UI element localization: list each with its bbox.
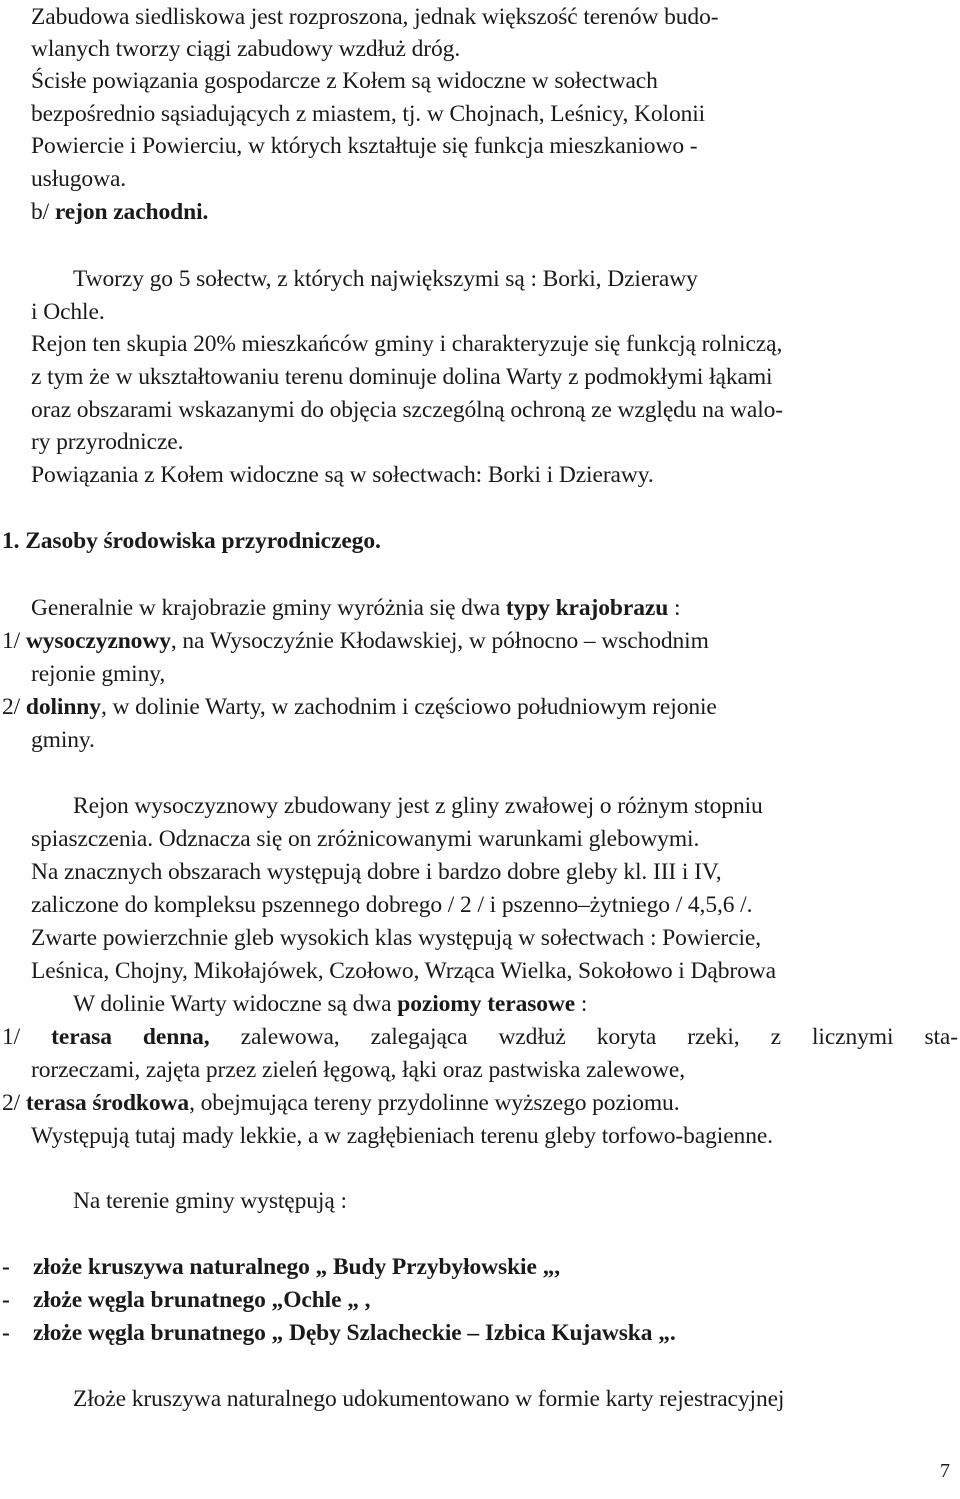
text-line: Tworzy go 5 sołectw, z których największymi są : Borki, Dzierawy	[73, 266, 698, 292]
list-text: złoże kruszywa naturalnego „ Budy Przybyłowskie „,	[33, 1254, 561, 1280]
list-number: 1/	[2, 1024, 21, 1050]
text-line: wlanych tworzy ciągi zabudowy wzdłuż dróg.	[31, 36, 461, 62]
list-text: złoże węgla brunatnego „Ochle „ ,	[33, 1287, 371, 1313]
text-span: W dolinie Warty widoczne są dwa	[73, 991, 398, 1017]
text-line: oraz obszarami wskazanymi do objęcia szczególną ochroną ze względu na walo-	[31, 397, 783, 423]
heading-prefix: b/	[31, 199, 55, 225]
section-heading	[31, 197, 208, 227]
text-line: Powiercie i Powierciu, w których kształtuje się funkcja mieszkaniowo -	[31, 133, 698, 159]
text-line: zaliczone do kompleksu pszennego dobrego / 2 / i pszenno–żytniego / 4,5,6 /.	[31, 892, 753, 918]
bold-term: dolinny	[25, 694, 101, 720]
bold-term: wysoczyznowy	[25, 628, 171, 654]
text-line: z tym że w ukształtowaniu terenu dominuje dolina Warty z podmokłymi łąkami	[31, 364, 773, 390]
word: licznymi	[811, 1024, 894, 1050]
heading-text: rejon zachodni.	[54, 199, 209, 225]
text-line: i Ochle.	[31, 299, 105, 325]
list-item	[2, 1318, 676, 1348]
text-line: Złoże kruszywa naturalnego udokumentowano w formie karty rejestracyjnej	[73, 1386, 785, 1412]
text-line: Zwarte powierzchnie gleb wysokich klas występują w sołectwach : Powiercie,	[31, 925, 762, 951]
list-item	[2, 1285, 371, 1315]
text-line: usługowa.	[31, 166, 127, 192]
text-line: rorzeczami, zajęta przez zieleń łęgową, łąki oraz pastwiska zalewowe,	[31, 1057, 685, 1083]
text-line: Występują tutaj mady lekkie, a w zagłębieniach terenu gleby torfowo-bagienne.	[31, 1123, 773, 1149]
word: zalegająca	[370, 1024, 468, 1050]
list-dash: -	[2, 1320, 10, 1346]
list-dash: -	[2, 1287, 10, 1313]
list-dash: -	[2, 1254, 10, 1280]
text-line: bezpośrednio sąsiadujących z miastem, tj. w Chojnach, Leśnicy, Kolonii	[31, 101, 706, 127]
text-span: , na Wysoczyźnie Kłodawskiej, w północno – wschodnim	[170, 628, 709, 654]
bold-term: denna,	[142, 1024, 210, 1050]
list-item	[2, 1252, 561, 1282]
list-item	[2, 626, 709, 656]
text-line: Na terenie gminy występują :	[73, 1188, 347, 1214]
section-heading: 1. Zasoby środowiska przyrodniczego.	[2, 528, 381, 554]
text-span: :	[668, 595, 681, 621]
word: wzdłuż	[498, 1024, 566, 1050]
list-number: 1/	[2, 628, 26, 654]
text-line: Rejon wysoczyznowy zbudowany jest z gliny zwałowej o różnym stopniu	[73, 793, 763, 819]
text-line: Rejon ten skupia 20% mieszkańców gminy i charakteryzuje się funkcją rolniczą,	[31, 331, 783, 357]
bold-term: terasa	[51, 1024, 112, 1050]
list-item	[2, 692, 717, 722]
list-number: 2/	[2, 694, 26, 720]
bold-term: poziomy terasowe	[397, 991, 576, 1017]
text-span: Generalnie w krajobrazie gminy wyróżnia się dwa	[31, 595, 506, 621]
list-number: 2/	[2, 1090, 26, 1116]
word: zalewowa,	[240, 1024, 340, 1050]
text-line: Leśnica, Chojny, Mikołajówek, Czołowo, Wrząca Wielka, Sokołowo i Dąbrowa	[31, 958, 776, 984]
text-line	[73, 989, 587, 1019]
text-span: :	[575, 991, 588, 1017]
text-line: Ścisłe powiązania gospodarcze z Kołem są widoczne w sołectwach	[31, 68, 658, 94]
text-line: Zabudowa siedliskowa jest rozproszona, jednak większość terenów budo-	[31, 4, 719, 30]
list-item	[2, 1088, 679, 1118]
text-line: gminy.	[31, 727, 95, 753]
list-text: złoże węgla brunatnego „ Dęby Szlacheckie – Izbica Kujawska „.	[33, 1320, 676, 1346]
word: sta-	[924, 1024, 958, 1050]
text-line: spiaszczenia. Odznacza się on zróżnicowanymi warunkami glebowymi.	[31, 826, 700, 852]
word: z	[770, 1024, 781, 1050]
text-line: rejonie gminy,	[31, 661, 166, 687]
text-span: , obejmująca tereny przydolinne wyższego poziomu.	[189, 1090, 680, 1116]
word: koryta	[596, 1024, 657, 1050]
text-line: ry przyrodnicze.	[31, 429, 184, 455]
text-line	[31, 593, 680, 623]
bold-term: typy krajobrazu	[505, 595, 669, 621]
page-number: 7	[940, 1460, 950, 1482]
bold-term: terasa środkowa	[25, 1090, 190, 1116]
text-line: Powiązania z Kołem widoczne są w sołectwach: Borki i Dzierawy.	[31, 462, 654, 488]
text-line: Na znacznych obszarach występują dobre i bardzo dobre gleby kl. III i IV,	[31, 859, 722, 885]
text-span: , w dolinie Warty, w zachodnim i częściowo południowym rejonie	[100, 694, 717, 720]
list-item	[2, 1022, 958, 1052]
word: rzeki,	[687, 1024, 740, 1050]
